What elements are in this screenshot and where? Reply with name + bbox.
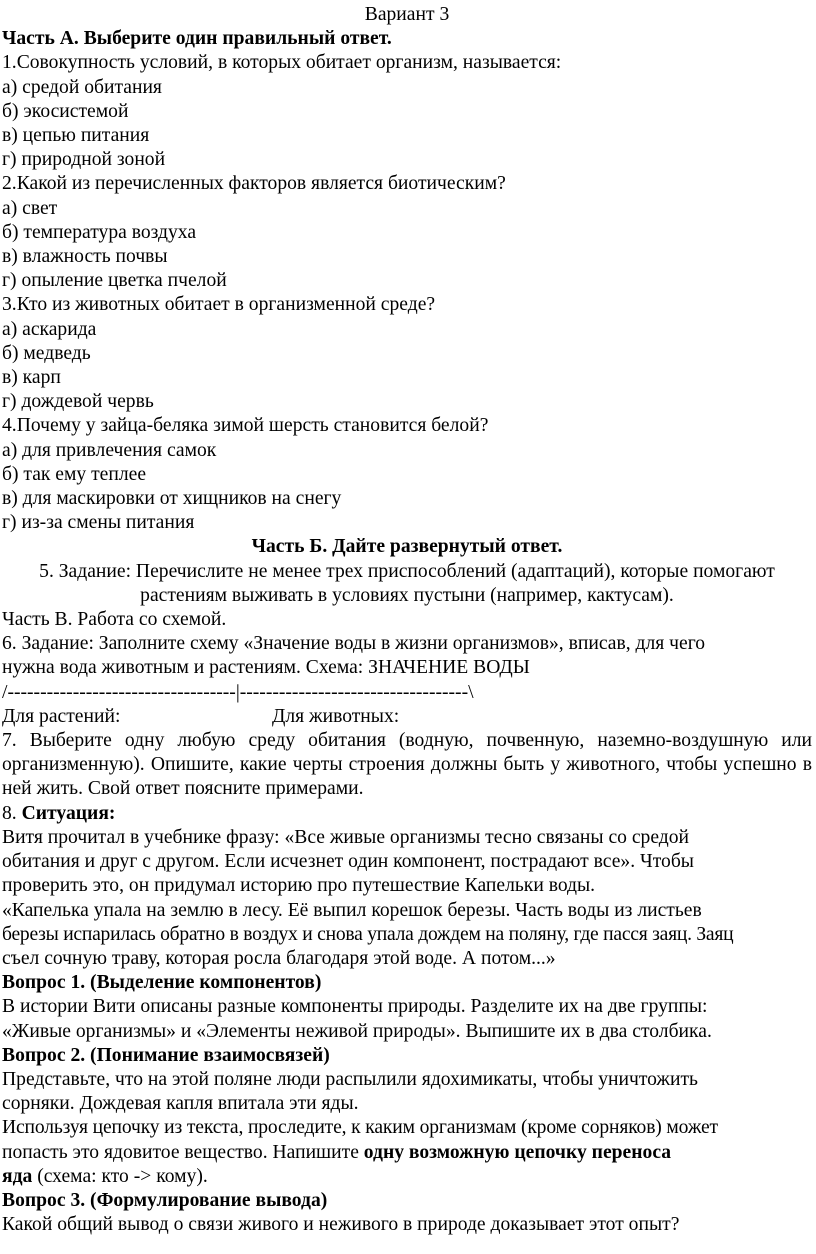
part-b-title: Часть Б. Дайте развернутый ответ.	[251, 536, 563, 558]
task-7: 7. Выберите одну любую среду обитания (водную, почвенную, наземно-воздушную или организменную). Опишите, какие черты строения должны быть у животного, чтобы успешно в ней жить. Свой ответ поясните примерами.	[2, 730, 812, 800]
question-text: 2.Какой из перечисленных факторов является биотическим?	[2, 173, 506, 195]
question-text: 1.Совокупность условий, в которых обитает организм, называется:	[2, 52, 562, 74]
question-2-title: Вопрос 2. (Понимание взаимосвязей)	[2, 1044, 330, 1066]
question-2-line: сорняки. Дождевая капля впитала эти яды.	[2, 1093, 359, 1115]
answer-option: а) свет	[2, 197, 58, 219]
part-v-title: Часть В. Работа со схемой.	[2, 609, 227, 631]
situation-number: 8.	[2, 802, 22, 824]
task-6-line: нужна вода животным и растениям. Схема: ЗНАЧЕНИЕ ВОДЫ	[2, 657, 530, 679]
answer-option: г) опыление цветка пчелой	[2, 270, 227, 292]
question-2	[2, 172, 812, 293]
answer-option: в) цепью питания	[2, 125, 150, 147]
scheme-divider: /-----------------------------------|-----------------------------------\	[2, 681, 474, 703]
situation-line: проверить это, он придумал историю про путешествие Капельки воды.	[2, 875, 596, 897]
situation-line: «Капелька упала на землю в лесу. Её выпил корешок березы. Часть воды из листьев	[2, 899, 702, 921]
scheme-labels	[2, 705, 812, 729]
question-4	[2, 414, 812, 535]
variant-title: Вариант 3	[364, 4, 450, 25]
answer-option: г) природной зоной	[2, 149, 166, 171]
answer-option: б) температура воздуха	[2, 221, 197, 243]
situation-label: Ситуация:	[21, 802, 116, 824]
answer-option: г) дождевой червь	[2, 391, 154, 413]
situation-line: березы испарилась обратно в воздух и снова упала дождем на поляну, где пасся заяц. Заяц	[2, 923, 734, 945]
question-3-title: Вопрос 3. (Формулирование вывода)	[2, 1189, 328, 1211]
situation-line: обитания и друг с другом. Если исчезнет один компонент, пострадают все». Чтобы	[2, 851, 694, 873]
question-text: 3.Кто из животных обитает в организменной среде?	[2, 294, 436, 316]
task-6-line: 6. Задание: Заполните схему «Значение воды в жизни организмов», вписав, для чего	[2, 633, 706, 655]
answer-option: в) влажность почвы	[2, 246, 168, 268]
answer-option: в) для маскировки от хищников на снегу	[2, 488, 342, 510]
part-a-title: Часть А. Выберите один правильный ответ.	[2, 28, 392, 50]
question-1-title: Вопрос 1. (Выделение компонентов)	[2, 972, 322, 994]
answer-option: б) экосистемой	[2, 100, 129, 122]
answer-option: г) из-за смены питания	[2, 512, 195, 534]
plants-label: Для растений:	[2, 705, 121, 727]
situation-title	[2, 802, 812, 826]
task-5: 5. Задание: Перечислите не менее трех приспособлений (адаптаций), которые помогают растениям выживать в условиях пустыни (например, кактусам).	[39, 560, 775, 606]
question-2-line: Используя цепочку из текста, проследите, к каким организмам (кроме сорняков) может	[2, 1117, 718, 1139]
question-2-line	[2, 1165, 812, 1189]
answer-option: в) карп	[2, 367, 61, 389]
question-2-emphasis: одну возможную цепочку переноса	[363, 1141, 672, 1163]
answer-option: а) для привлечения самок	[2, 439, 217, 461]
animals-label: Для животных:	[272, 705, 400, 727]
question-3-line: Какой общий вывод о связи живого и неживого в природе доказывает этот опыт?	[2, 1214, 680, 1236]
question-2-emphasis: яда	[2, 1165, 33, 1187]
situation-line: Витя прочитал в учебнике фразу: «Все живые организмы тесно связаны со средой	[2, 826, 690, 848]
question-1-line: В истории Вити описаны разные компоненты природы. Разделите их на две группы:	[2, 996, 708, 1018]
answer-option: а) средой обитания	[2, 76, 162, 98]
question-3	[2, 293, 812, 414]
question-2-text: (схема: кто -> кому).	[32, 1165, 208, 1187]
question-2-line	[2, 1141, 812, 1165]
question-text: 4.Почему у зайца-беляка зимой шерсть становится белой?	[2, 415, 489, 437]
situation-line: съел сочную траву, которая росла благодаря этой воде. А потом...»	[2, 947, 556, 969]
answer-option: б) так ему теплее	[2, 463, 147, 485]
question-2-text: попасть это ядовитое вещество. Напишите	[2, 1141, 364, 1163]
question-1-line: «Живые организмы» и «Элементы неживой природы». Выпишите их в два столбика.	[2, 1020, 712, 1042]
question-1	[2, 51, 812, 172]
answer-option: а) аскарида	[2, 318, 97, 340]
question-2-line: Представьте, что на этой поляне люди распылили ядохимикаты, чтобы уничтожить	[2, 1068, 698, 1090]
answer-option: б) медведь	[2, 342, 91, 364]
